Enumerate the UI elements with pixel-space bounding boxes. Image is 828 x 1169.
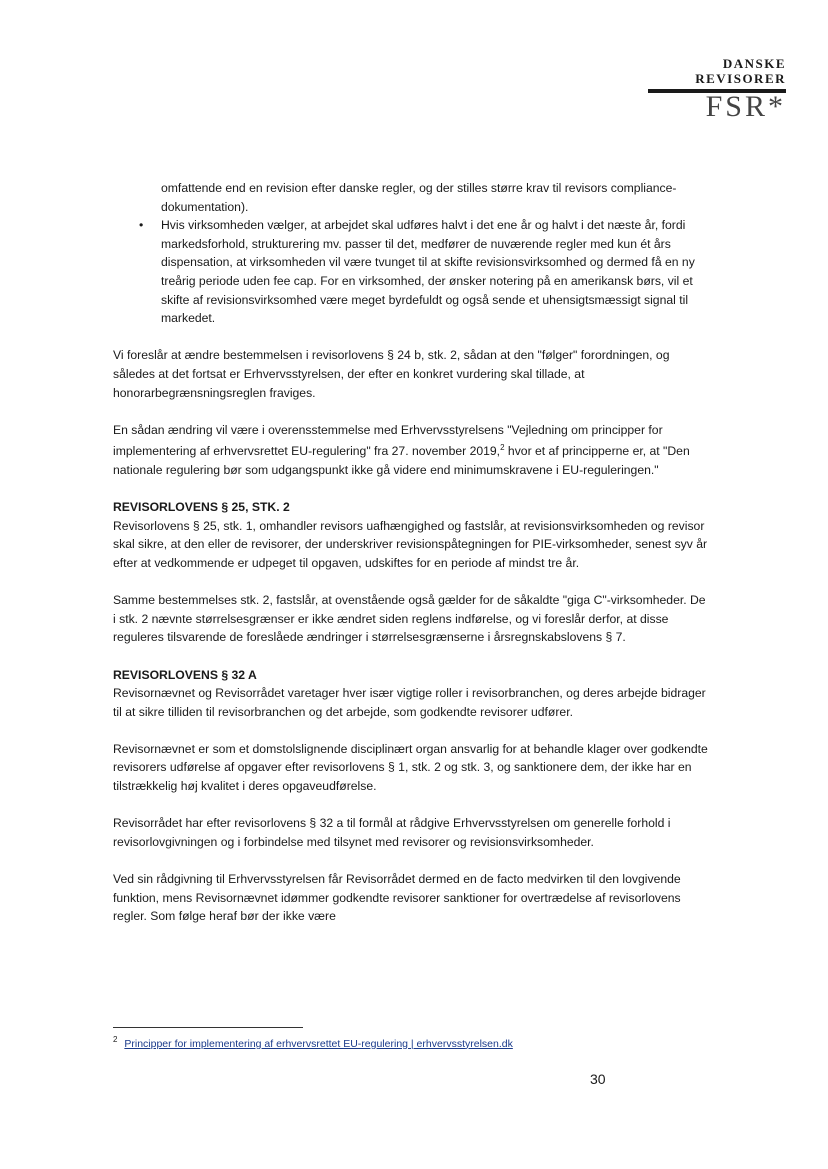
page-number: 30	[590, 1071, 606, 1087]
paragraph: Ved sin rådgivning til Erhvervsstyrelsen får Revisorrådet dermed en de facto medvirken til den lovgivende funktion, mens Revisornævnet idømmer godkendte revisorer sanktioner for overtrædelse af revisorlovens regler. Som følge heraf bør der ikke være	[113, 872, 681, 924]
paragraph	[113, 421, 709, 480]
footnote-reference: 2	[500, 443, 505, 453]
paragraph: Vi foreslår at ændre bestemmelsen i revisorlovens § 24 b, stk. 2, sådan at den "følger" forordningen, og således at det fortsat er Erhvervsstyrelsen, der efter en konkret vurdering skal tillade, at honorarbegrænsningsreglen fraviges.	[113, 348, 670, 400]
section-heading: REVISORLOVENS § 32 A	[113, 667, 257, 682]
footnote-link[interactable]: Principper for implementering af erhvervsrettet EU-regulering | erhvervsstyrelsen.dk	[124, 1037, 513, 1050]
paragraph: Revisorrådet har efter revisorlovens § 32 a til formål at rådgive Erhvervsstyrelsen om generelle forhold i revisorlovgivningen og i forbindelse med tilsynet med revisorer og revisionsvirksomheder.	[113, 816, 671, 849]
paragraph-text: hvor et af principperne er, at "Den nationale regulering bør som udgangspunkt ikke gå videre end minimumskravene i EU-reguleringen."	[113, 444, 690, 477]
bullet-icon: •	[139, 218, 144, 233]
bullet-text: Hvis virksomheden vælger, at arbejdet skal udføres halvt i det ene år og halvt i det næste år, fordi markedsforhold, strukturering mv. passer til det, medfører de nuværende regler med kun ét års dispensation, at virksomheden vil være tvunget til at skifte revisionsvirksomhed og dermed få en ny treårig periode uden fee cap. For en virksomhed, der ønsker notering på en amerikansk børs, vil et skifte af revisionsvirksomhed være meget byrdefuldt og også sende et uhensigtsmæssigt signal til markedet.	[161, 218, 695, 326]
paragraph-text: En sådan ændring vil være i overensstemmelse med Erhvervsstyrelsens "Vejledning om principper for implementering af erhvervsrettet EU-regulering" fra 27. november 2019,	[113, 422, 663, 459]
bullet-list	[113, 216, 709, 328]
bullet-item	[113, 216, 709, 328]
paragraph: Revisorlovens § 25, stk. 1, omhandler revisors uafhængighed og fastslår, at revisionsvirksomheden og revisor skal sikre, at den eller de revisorer, der underskriver revisionspåtegningen for PIE-virksomheder, senest syv år efter at vedkommende er udpeget til opgaven, udskiftes for en periode af mindst tre år.	[113, 518, 708, 570]
paragraph: Revisornævnet og Revisorrådet varetager hver især vigtige roller i revisorbranchen, og deres arbejde bidrager til at sikre tilliden til revisorbranchen og det arbejde, som godkendte revisorer udfører.	[113, 686, 706, 719]
paragraph: Samme bestemmelses stk. 2, fastslår, at ovenstående også gælder for de såkaldte "giga C"-virksomheder. De i stk. 2 nævnte størrelsesgrænser er ikke ændret siden reglens indførelse, og vi foreslår derfor, at disse reguleres tilsvarende de foreslåede ændringer i størrelsesgrænserne i årsregnskabslovens § 7.	[113, 593, 706, 645]
logo-text-line2: REVISORER	[695, 71, 786, 86]
continued-bullet-text: omfattende end en revision efter danske regler, og der stilles større krav til revisors compliance-dokumentation).	[161, 181, 677, 214]
logo-mark: FSR*	[705, 90, 786, 123]
paragraph: Revisornævnet er som et domstolslignende disciplinært organ ansvarlig for at behandle klager over godkendte revisorers udførelse af opgaver efter revisorlovens § 1, stk. 2 og stk. 3, og sanktionere dem, der ikke har en tilstrækkelig høj kvalitet i deres opgaveudførelse.	[113, 741, 708, 794]
footnote-separator	[113, 1027, 303, 1028]
fsr-logo	[640, 56, 786, 126]
logo-text-line1: DANSKE	[722, 56, 786, 71]
document-body	[113, 179, 709, 926]
section-heading: REVISORLOVENS § 25, STK. 2	[113, 500, 290, 515]
footnote-number: 2	[113, 1035, 118, 1044]
footnote	[113, 1035, 513, 1050]
